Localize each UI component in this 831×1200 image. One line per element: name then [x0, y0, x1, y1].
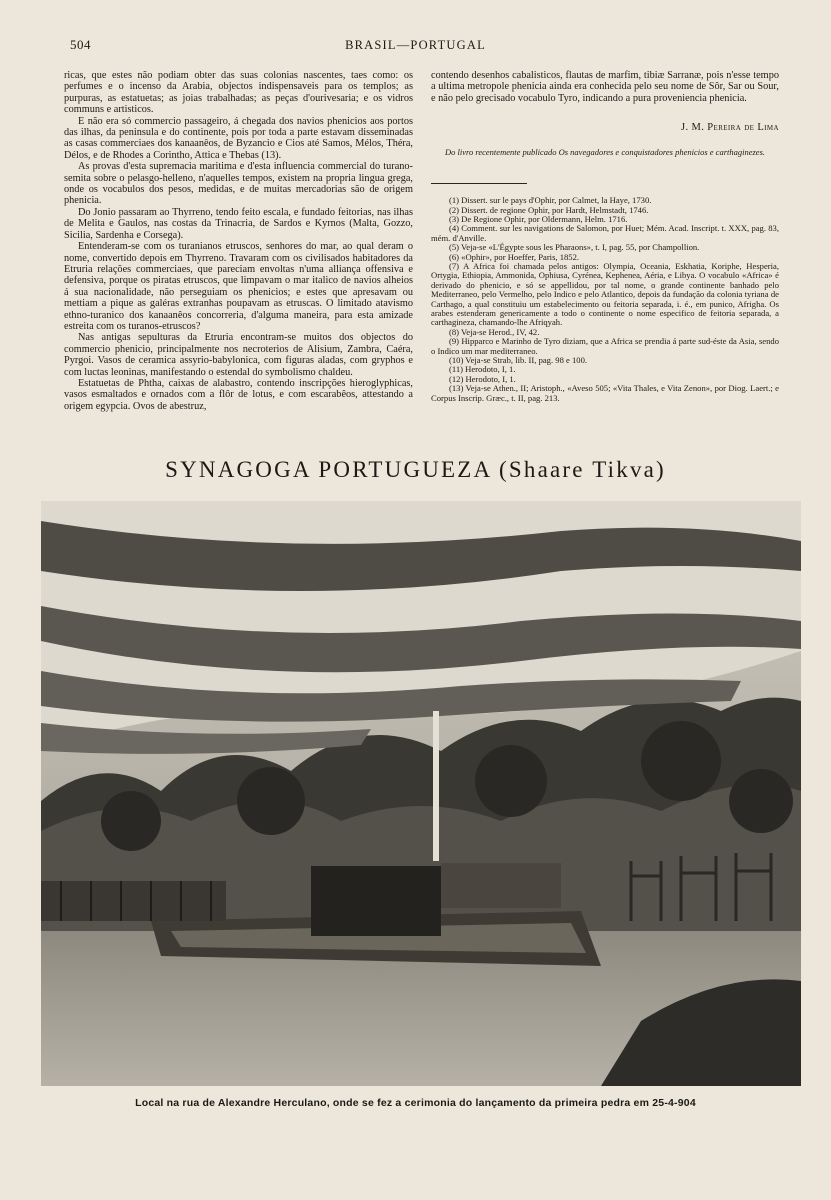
footnote: (10) Veja-se Strab, lib. II, pag. 98 e 100. [449, 355, 588, 366]
footnote: (5) Veja-se «L'Égypte sous les Pharaons», t. I, pag. 55, por Champollion. [449, 242, 700, 253]
running-head: BRASIL—PORTUGAL [345, 38, 486, 52]
source-note: Do livro recentemente publicado Os navegadores e conquistadores phenicios e carthaginezes. [445, 146, 766, 157]
footnote: (11) Herodoto, I, 1. [449, 364, 516, 375]
paragraph: contendo desenhos cabalisticos, flautas de marfim, tibiæ Sarranæ, pois n'esse tempo a ultima metropole phenicia ainda era conhecida pelo seu nome de Sôr, Sar ou Sour, e não pelo grecisado vocabulo Tyro, indicando a pura proveniencia phenicia. [431, 70, 779, 104]
right-text-column [431, 70, 779, 403]
photo-caption: Local na rua de Alexandre Herculano, onde se fez a cerimonia do lançamento da primeira pedra em 25-4-904 [135, 1097, 696, 1109]
paragraph: Estatuetas de Phtha, caixas de alabastro, contendo inscripções hieroglyphicas, vasos esmaltados e ornados com a flôr de lotus, e com escarabêos, attestando a origem egypcia. Ovos de abestruz, [64, 377, 413, 412]
footnote: (2) Dissert. de regione Ophir, por Hardt, Helmstadt, 1746. [449, 204, 649, 215]
paragraph: As provas d'esta supremacia maritima e d'esta influencia commercial do turano-semita sobre o pelasgo-helleno, n'aquelles tempos, existem na propria lingua grega, onde os vocabulos dos pesos, medidas, e de muitas mercadorias são de origem phenicia. [64, 161, 413, 207]
footnote: (12) Herodoto, I, 1. [449, 373, 516, 384]
footnote: (6) «Ophir», por Hoeffer, Paris, 1852. [449, 251, 580, 262]
paragraph: Nas antigas sepulturas da Etruria encontram-se muitos dos objectos do commercio phenicio, principalmente nos necroterios de Alisium, Zambra, Caéra, Pyrgoi. Vasos de ceramica assyrio-babylonica, com figuras aladas, com gryphos e com luctas leoninas, manifestando o estendal do symbolismo chaldeu. [64, 332, 413, 378]
footnote: (1) Dissert. sur le pays d'Ophir, por Calmet, la Haye, 1730. [449, 195, 652, 206]
footnote-rule [431, 183, 527, 184]
synagogue-site-photo [41, 501, 801, 1086]
footnote: (9) Hipparco e Marinho de Tyro diziam, que a Africa se prendia á parte sud-éste da Asia, sendo o Indico um mar mediterraneo. [431, 336, 779, 356]
footnote: (8) Veja-se Herod., IV, 42. [449, 326, 540, 337]
paragraph: ricas, que estes não podiam obter das suas colonias nascentes, taes como: os perfumes e o incenso da Arabia, objectos indispensaveis para os templos; as purpuras, as estatuetas; as joias trabalhadas; as peças d'ourivesaria; e os vidros communs e artisticos. [64, 70, 413, 116]
page-number: 504 [70, 37, 91, 52]
footnote: (3) De Regione Ophir, por Oldermann, Helm. 1716. [449, 213, 628, 224]
author-signature: J. M. Pereira de Lima [680, 122, 779, 134]
paragraph: E não era só commercio passageiro, á chegada dos navios phenicios aos portos das ilhas, da peninsula e do continente, pois por toda a parte estavam disseminadas as casas commerciaes dos kanaanêos, de Byzancio e Cios até Samos, Mélos, Théra, Délos, e de Rhodes a Corintho, Attica e Thebas (13). [64, 115, 413, 161]
footnote: (7) A Africa foi chamada pelos antigos: Olympia, Oceania, Eskhatia, Koriphe, Hesperia, Ortygia, Ethiopia, Ammonida, Ophiusa, Cyrénea, Kephenea, Aéria, e Libya. O vocabulo «Africa» é derivado do phenicio, e só se appellidou, por tal nome, o grande continente banhado pelo Mediterraneo, pelo Vermelho, pelo Indico e pelo Atlantico, depois da fundação da colonia tyriana de Carthago, a qual constituiu um estabelecimento ou feitoria separada, i. é., em punico, Afrigha. Os arabes estenderam genericamente a todo o continente o nome especifico de feitoria separada, a carthagineza, chamando-lhe Afriqyah. [431, 260, 779, 328]
footnotes-list [431, 196, 779, 403]
left-text-column [64, 70, 413, 412]
paragraph: Do Jonio passaram ao Thyrreno, tendo feito escala, e fundado feitorias, nas ilhas de Melita e Gaulos, nas costas da Trinacria, de Sardos e Kyrnos (Malta, Gozzo, Sicilia, Sardenha e Corsega). [64, 206, 413, 241]
paragraph: Entenderam-se com os turanianos etruscos, senhores do mar, ao qual deram o nome, convertido depois em Thyrreno. Travaram com os civilisados habitadores da Etruria relações commerciaes, que pareciam envoltas n'uma alliança offensiva e defensiva, porque os piratas etruscos, que limpavam o mar italico de navios alheios á sua nacionalidade, não perseguiam os phenicios; e estes que apresavam ou mettiam a pique as galéras extranhas poupavam as etruscas. O limitado atavismo ethno-turanico dos kanaanêos concorreria, d'alguma maneira, para esta amizade estreita com os turanos-etruscos? [64, 241, 413, 332]
footnote: (4) Comment. sur les navigations de Salomon, por Huet; Mém. Acad. Inscript. t. XXX, pag. 83, mém. d'Anville. [431, 223, 779, 243]
footnote: (13) Veja-se Athen., II; Aristoph., «Aveso 505; «Vita Thales, e Vita Zenon», por Diog. Laert.; e Corpus Inscrip. Græc., t. II, pag. 213. [431, 383, 779, 403]
section-title: SYNAGOGA PORTUGUEZA (Shaare Tikva) [165, 457, 666, 482]
